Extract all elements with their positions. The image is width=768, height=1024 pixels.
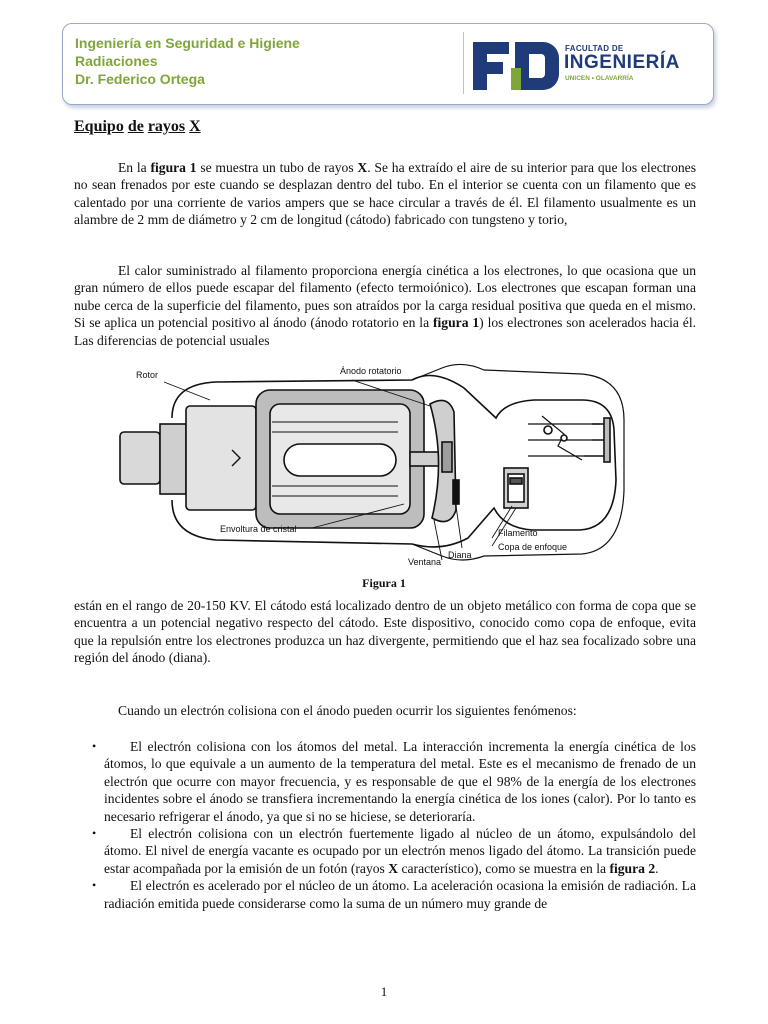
title-word-4: X: [189, 118, 201, 135]
p1-text-e: . Se ha extraído el aire de su interior para que los electrones no sean frenados por este cuando se desplazan dentro del tubo. En el interior se cuenta con un filamento que es calentado por una corriente de varios ampers que se hace circular a través de él. El filamento usualmente es un alambre de 2 mm de diámetro y 2 cm de longitud (cátodo) fabricado con tungsteno y torio,: [74, 160, 697, 228]
p1-figure-ref: figura 1: [150, 160, 197, 175]
title-word-3: rayos: [147, 118, 186, 135]
bullet-2-x-bold: X: [388, 860, 399, 876]
header-author: Dr. Federico Ortega: [75, 71, 205, 87]
p1-text-a: En la: [118, 160, 151, 175]
list-item: [74, 825, 696, 877]
p2-figure-ref: figura 1: [433, 315, 480, 331]
title-word-2: de: [127, 118, 144, 135]
logo-faculty-label: FACULTAD DE: [565, 44, 624, 53]
list-item: [74, 738, 696, 825]
p1-text-c: se muestra un tubo de rayos: [196, 160, 358, 175]
header-course: Ingeniería en Seguridad e Higiene: [75, 35, 300, 51]
bullet-icon: •: [92, 878, 97, 893]
fi-logo-mark-icon: [469, 34, 561, 94]
figure-caption: Figura 1: [362, 576, 406, 590]
paragraph-3: están en el rango de 20-150 KV. El cátodo está localizado dentro de un objeto metálico con forma de copa que se encuentra a un potencial negativo respecto del cátodo. Este dispositivo, conocido como copa de enfoque, evita que la repulsión entre los electrones produzca un haz divergente, permitiendo que el haz sea focalizado sobre una región del ánodo (diana).: [74, 598, 696, 666]
bullet-3-text: El electrón es acelerado por el núcleo de un átomo. La aceleración ocasiona la emisión de radiación. La radiación emitida puede considerarse como la suma de un número muy grande de: [104, 878, 696, 911]
header-text: [75, 34, 300, 88]
p2-text-a: El calor suministrado al filamento proporciona energía cinética a los electrones, lo que ocasiona que un gran número de ellos puede escapar del filamento (efecto termoiónico). Los electrones que escapan forman una nube cerca de la superficie del filamento, pues son atraídos por la carga residual positiva que queda en el mismo. Si se aplica un potencial positivo al ánodo (ánodo rotatorio en la: [74, 263, 696, 331]
page-title: [74, 118, 201, 136]
label-filamento: Filamento: [498, 528, 538, 538]
phenomena-list: [74, 738, 696, 912]
label-rotor: Rotor: [136, 370, 159, 380]
bullet-1-text: El electrón colisiona con los átomos del metal. La interacción incrementa la energía cinética de los átomos, lo que equivale a un aumento de la temperatura del metal. Este es el mecanismo de frenado de un electrón que ocurre con mayor frecuencia, y es responsable de que el 98% de la energía de los electrones incidentes sobre el ánodo se transfiera incrementando la energía cinética de los iones (calor). Por lo tanto es necesario refrigerar el ánodo, ya que si no se hiciese, se deterioraría.: [104, 739, 696, 824]
header-divider: [463, 32, 464, 94]
bullet-2-figure-ref: figura 2: [609, 860, 656, 876]
paragraph-1: [74, 159, 696, 229]
paragraph-2: [74, 262, 696, 349]
title-word-1: Equipo: [74, 118, 124, 135]
header-subject: Radiaciones: [75, 53, 158, 69]
list-item: [74, 877, 696, 912]
bullet-icon: •: [92, 826, 97, 841]
bullet-icon: •: [92, 739, 97, 753]
p1-x-bold: X: [357, 160, 368, 175]
label-envoltura: Envoltura de cristal: [220, 524, 297, 534]
document-header: [62, 23, 714, 105]
label-copa-enfoque: Copa de enfoque: [498, 542, 568, 552]
bullet-2-text-c: característico), como se muestra en la: [398, 860, 610, 876]
label-diana: Diana: [448, 550, 472, 560]
paragraph-4: Cuando un electrón colisiona con el ánodo pueden ocurrir los siguientes fenómenos:: [118, 703, 577, 718]
logo-ingenieria-label: INGENIERÍA: [564, 52, 680, 73]
label-ventana: Ventana: [408, 557, 442, 566]
p2-text-c: ) los electrones son acelerados hacia él. Las diferencias de potencial usuales: [74, 315, 696, 348]
page-number: 1: [380, 984, 388, 999]
xray-tube-figure: [112, 360, 632, 566]
bullet-2-text-e: .: [655, 860, 659, 876]
label-anodo-rotatorio: Ánodo rotatorio: [340, 366, 402, 376]
bullet-2-text-a: El electrón colisiona con un electrón fuertemente ligado al núcleo de un átomo, expulsándolo del átomo. El nivel de energía vacante es ocupado por un electrón menos ligado del átomo. La transición puede estar acompañada por la emisión de un fotón (rayos: [104, 826, 696, 876]
logo-university-label: UNICEN • OLAVARRÍA: [565, 75, 634, 82]
faculty-logo: [465, 30, 705, 98]
